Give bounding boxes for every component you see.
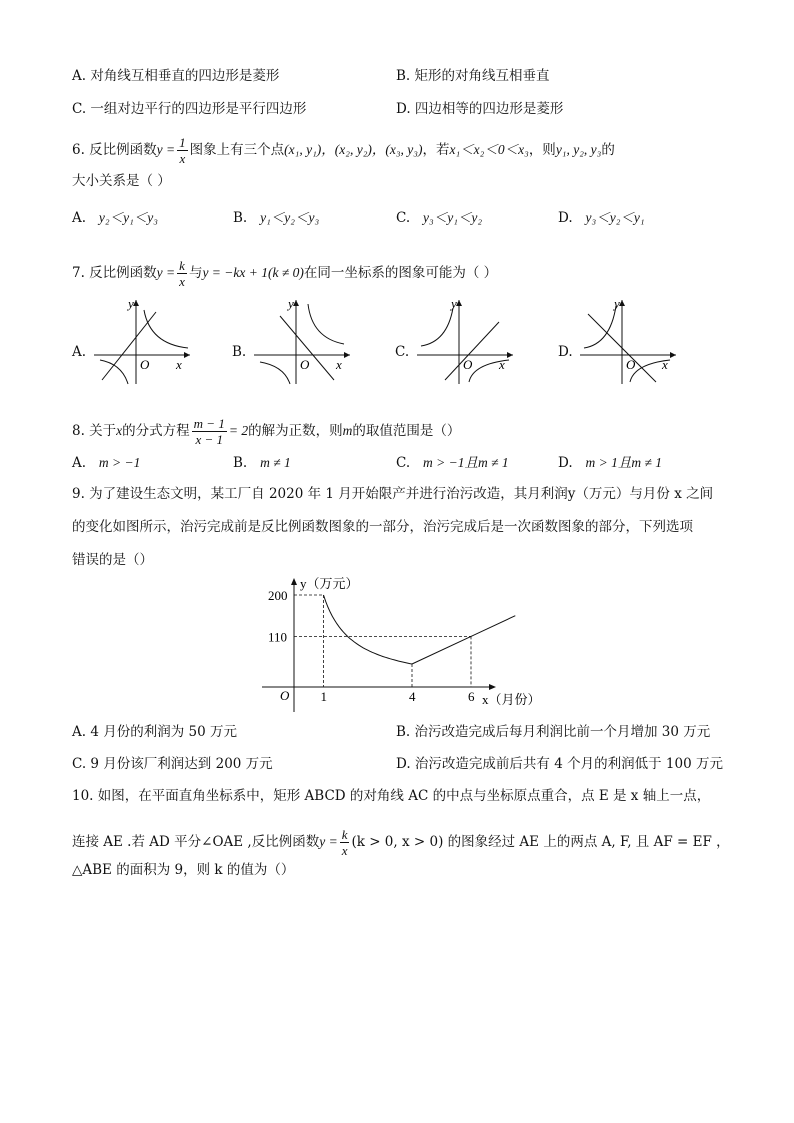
q10-stem-line2: 连接 AE .若 AD 平分∠OAE ,反比例函数y = $\frac{k}{x}$ (k > 0, x > 0) 的图象经过 AE 上的两点 A, F, 且 AF = EF ， <box>72 827 730 858</box>
q7-graph-a-x: x <box>176 357 182 372</box>
q10-stem-line3: △ABE 的面积为 9，则 k 的值为（） <box>72 862 295 878</box>
q5-option-b: B. 矩形的对角线互相垂直 <box>396 68 550 84</box>
q9-option-b: B. 治污改造完成后每月利润比前一个月增加 30 万元 <box>396 724 711 740</box>
q6-stem-line2: 大小关系是（ ） <box>72 173 171 189</box>
q8-option-d: D. m > 1且m ≠ 1 <box>558 455 663 471</box>
q7-graph-a <box>72 296 202 386</box>
origin-label: O <box>280 688 290 703</box>
series-before-curve <box>324 595 413 664</box>
q9-option-d: D. 治污改造完成前后共有 4 个月的利润低于 100 万元 <box>396 756 723 772</box>
q9-stem-line1: 9. 为了建设生态文明，某工厂自 2020 年 1 月开始限产并进行治污改造，其月利润y（万元）与月份 x 之间 <box>72 486 714 502</box>
q8-stem: 8. 关于x的分式方程 $\frac{m - 1}{x - 1}$ = 2的解为正数，则m的取值范围是（） <box>72 416 461 447</box>
q7-graph-c-y: y <box>451 296 457 311</box>
q8-option-b: B. m ≠ 1 <box>233 455 291 471</box>
q7-graph-d-svg <box>558 296 688 386</box>
q7-graph-c-svg <box>395 296 525 386</box>
q9-option-a: A. 4 月份的利润为 50 万元 <box>72 724 237 740</box>
q9-option-c: C. 9 月份该厂利润达到 200 万元 <box>72 756 273 772</box>
q6-option-d: D. y₃＜y₂＜y₁ <box>558 210 645 226</box>
q7-graph-b-label: B. <box>232 344 247 360</box>
q7-graph-b-y: y <box>288 296 294 311</box>
q9-profit-chart <box>258 574 558 716</box>
x-tick-label: 4 <box>409 689 416 704</box>
q8-option-c: C. m > −1且m ≠ 1 <box>396 455 509 471</box>
x-tick-label: 6 <box>468 689 475 704</box>
q5-option-a: A. 对角线互相垂直的四边形是菱形 <box>72 68 280 84</box>
q7-graph-c-o: O <box>463 357 473 372</box>
q8-option-a: A. m > −1 <box>72 455 141 471</box>
q9-stem-line3: 错误的是（） <box>72 552 153 568</box>
q7-graph-d-y: y <box>614 296 620 311</box>
x-tick-label: 1 <box>320 689 327 704</box>
q7-graph-d <box>558 296 688 386</box>
q7-graph-b-o: O <box>300 357 310 372</box>
y-axis-label: y（万元） <box>300 576 359 591</box>
q10-stem-line1: 10. 如图，在平面直角坐标系中，矩形 ABCD 的对角线 AC 的中点与坐标原点重合，点 E 是 x 轴上一点， <box>72 788 711 804</box>
q5-option-c: C. 一组对边平行的四边形是平行四边形 <box>72 101 307 117</box>
x-axis-label: x（月份） <box>482 692 541 707</box>
q7-graph-d-o: O <box>626 357 636 372</box>
q7-graph-b-svg <box>232 296 362 386</box>
y-axis-arrow <box>291 578 297 585</box>
series-after-line <box>412 616 515 664</box>
q7-graph-c-x: x <box>499 357 505 372</box>
q7-graph-a-svg <box>72 296 202 386</box>
q6-option-a: A. y₂＜y₁＜y₃ <box>72 210 158 226</box>
q7-graph-c-label: C. <box>395 344 410 360</box>
q6-stem: 6. 反比例函数y = $\frac{1}{x}$ 图象上有三个点(x₁, y₁)，(x₂, y₂)，(x₃, y₃)，若x₁＜x₂＜0＜x₃，则y₁, y₂, y₃的 <box>72 135 615 166</box>
q9-stem-line2: 的变化如图所示，治污完成前是反比例函数图象的一部分，治污完成后是一次函数图象的部分，下列选项 <box>72 519 693 535</box>
q7-graph-b-x: x <box>336 357 342 372</box>
q7-graph-c <box>395 296 525 386</box>
q6-option-c: C. y₃＜y₁＜y₂ <box>396 210 483 226</box>
x-axis-arrow <box>489 684 496 690</box>
q7-graph-a-label: A. <box>72 344 87 360</box>
q7-graph-d-x: x <box>662 357 668 372</box>
q5-option-d: D. 四边相等的四边形是菱形 <box>396 101 564 117</box>
q7-graph-d-label: D. <box>558 344 573 360</box>
y-tick-label: 110 <box>268 629 288 645</box>
q7-stem: 7. 反比例函数y = $\frac{k}{x}$ 与y = −kx + 1(k ≠ 0)在同一坐标系的图象可能为（ ） <box>72 258 498 289</box>
q7-graph-a-o: O <box>140 357 150 372</box>
q7-graph-a-y: y <box>128 296 134 311</box>
q6-option-b: B. y₁＜y₂＜y₃ <box>233 210 320 226</box>
y-tick-label: 200 <box>268 588 288 603</box>
q7-graph-b <box>232 296 362 386</box>
